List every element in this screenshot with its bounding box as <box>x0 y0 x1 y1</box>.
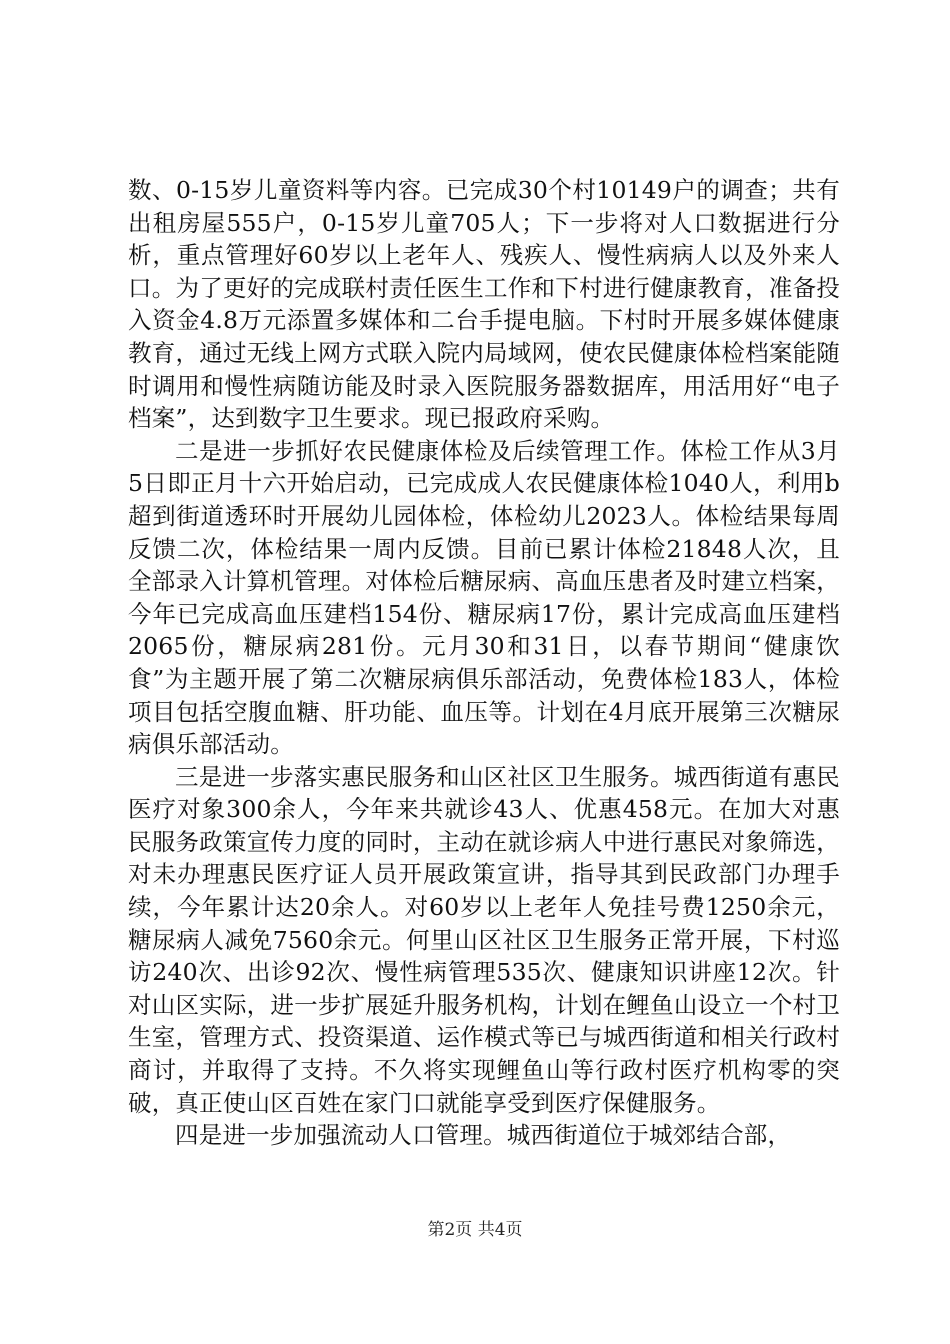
paragraph-2: 二是进一步抓好农民健康体检及后续管理工作。体检工作从3月5日即正月十六开始启动，已完成成人农民健康体检1040人，利用b超到街道透环时开展幼儿园体检，体检幼儿2023人。体检结果每周反馈二次，体检结果一周内反馈。目前已累计体检21848人次，且全部录入计算机管理。对体检后糖尿病、高血压患者及时建立档案，今年已完成高血压建档154份、糖尿病17份，累计完成高血压建档2065份，糖尿病281份。元月30和31日，以春节期间“健康饮食”为主题开展了第二次糖尿病俱乐部活动，免费体检183人，体检项目包括空腹血糖、肝功能、血压等。计划在4月底开展第三次糖尿病俱乐部活动。 <box>128 436 840 759</box>
paragraph-4: 四是进一步加强流动人口管理。城西街道位于城郊结合部， <box>175 1121 792 1150</box>
paragraph-3: 三是进一步落实惠民服务和山区社区卫生服务。城西街道有惠民医疗对象300余人，今年来共就诊43人、优惠458元。在加大对惠民服务政策宣传力度的同时，主动在就诊病人中进行惠民对象筛选，对未办理惠民医疗证人员开展政策宣讲，指导其到民政部门办理手续，今年累计达20余人。对60岁以上老年人免挂号费1250余元，糖尿病人减免7560余元。何里山区社区卫生服务正常开展，下村巡访240次、出诊92次、慢性病管理535次、健康知识讲座12次。针对山区实际，进一步扩展延升服务机构，计划在鲤鱼山设立一个村卫生室，管理方式、投资渠道、运作模式等已与城西街道和相关行政村商讨，并取得了支持。不久将实现鲤鱼山等行政村医疗机构零的突破，真正使山区百姓在家门口就能享受到医疗保健服务。 <box>128 762 840 1117</box>
page-footer: 第2页 共4页 <box>427 1220 523 1240</box>
body-text <box>128 174 840 1152</box>
paragraph-1: 数、0-15岁儿童资料等内容。已完成30个村10149户的调查；共有出租房屋555户，0-15岁儿童705人；下一步将对人口数据进行分析，重点管理好60岁以上老年人、残疾人、慢性病病人以及外来人口。为了更好的完成联村责任医生工作和下村进行健康教育，准备投入资金4.8万元添置多媒体和二台手提电脑。下村时开展多媒体健康教育，通过无线上网方式联入院内局域网，使农民健康体检档案能随时调用和慢性病随访能及时录入医院服务器数据库，用活用好“电子档案”，达到数字卫生要求。现已报政府采购。 <box>128 176 840 433</box>
